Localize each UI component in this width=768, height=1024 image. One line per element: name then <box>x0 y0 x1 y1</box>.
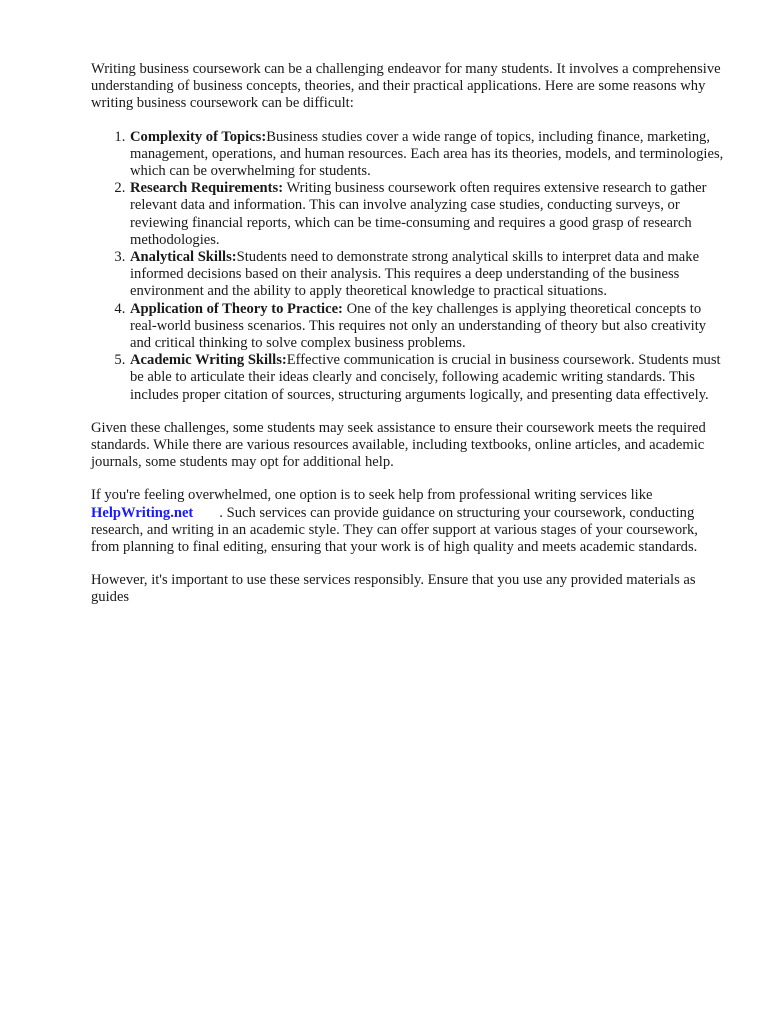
list-item-text: Students need to demonstrate strong analytical skills to interpret data and make informed decisions based on their analysis. This requires a deep understanding of the business environment and the ability to apply theoretical knowledge to practical situations. <box>130 249 700 300</box>
helpwriting-link[interactable]: HelpWriting.net <box>91 504 194 521</box>
challenges-paragraph: Given these challenges, some students may seek assistance to ensure their coursework meets the required standards. While there are various resources available, including textbooks, online articles, and academic journals, some students may opt for additional help. <box>91 419 706 471</box>
list-item-title: Analytical Skills: <box>130 249 237 266</box>
list-item-title: Application of Theory to Practice: <box>130 300 343 317</box>
list-item <box>129 301 727 353</box>
list-item <box>129 249 727 301</box>
help-paragraph-rest: . Such services can provide guidance on structuring your coursework, conducting research, and writing in an academic style. They can offer support at various stages of your coursework, from planning to final editing, ensuring that your work is of high quality and meets academic standards. <box>91 504 698 556</box>
list-item-title: Academic Writing Skills: <box>130 352 287 369</box>
list-item-text: One of the key challenges is applying theoretical concepts to real-world business scenarios. This requires not only an understanding of theory but also creativity and critical thinking to solve complex business problems. <box>130 300 707 352</box>
help-paragraph <box>91 487 727 556</box>
list-item <box>129 352 727 404</box>
intro-paragraph: Writing business coursework can be a challenging endeavor for many students. It involves a comprehensive understanding of business concepts, theories, and their practical applications. Here are some reasons why writing business coursework can be difficult: <box>91 61 721 112</box>
list-item <box>129 129 727 181</box>
list-item-text: Writing business coursework often requires extensive research to gather relevant data and information. This can involve analyzing case studies, conducting surveys, or reviewing financial reports, which can be time-consuming and requires a good grasp of research methodologies. <box>130 180 707 248</box>
list-item-text: Business studies cover a wide range of topics, including finance, marketing, management, operations, and human resources. Each area has its theories, models, and terminologies, which can be overwhelming for students. <box>130 128 724 180</box>
reasons-list <box>91 129 727 404</box>
list-item-title: Research Requirements: <box>130 180 284 197</box>
document-page <box>91 61 727 623</box>
help-paragraph-lead: If you're feeling overwhelmed, one option is to seek help from professional writing services like <box>91 487 653 504</box>
responsibility-paragraph: However, it's important to use these services responsibly. Ensure that you use any provided materials as guides <box>91 572 696 606</box>
list-item <box>129 180 727 249</box>
list-item-text: Effective communication is crucial in business coursework. Students must be able to articulate their ideas clearly and concisely, following academic writing standards. This includes proper citation of sources, structuring arguments logically, and presenting data effectively. <box>130 352 721 403</box>
list-item-title: Complexity of Topics: <box>130 128 267 145</box>
